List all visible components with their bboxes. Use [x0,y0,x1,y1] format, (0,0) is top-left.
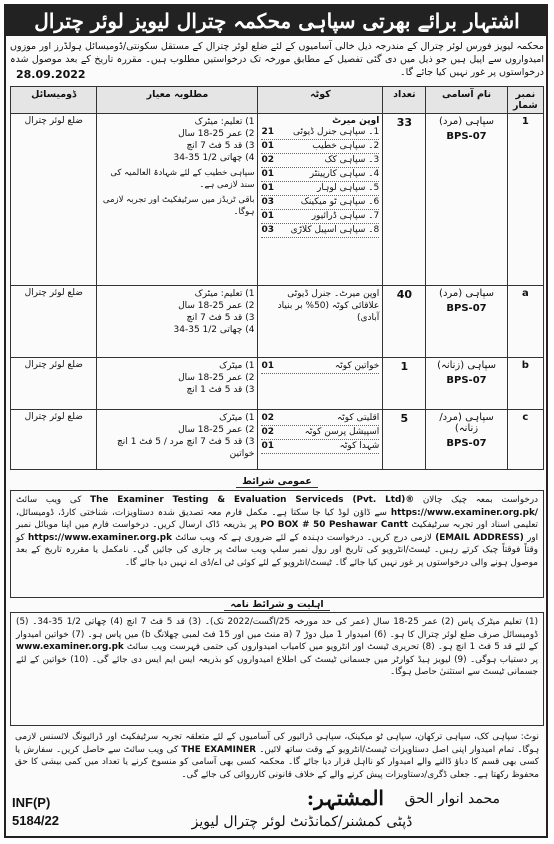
examiner-website-link-2[interactable]: https://www.examiner.org.pk [28,532,172,543]
quota-line: 8۔ سپاہی اسپیل کلاڑی 03 [261,224,379,238]
po-box-address: PO BOX # 50 Peshawar Cantt [260,520,408,531]
intro-text: محکمہ لیویز فورس لوئر چترال کے مندرجہ ذیل خالی آسامیوں کے لئے ضلع لوئر چترال کے مستقل سکونتی/ڈومیسائل ہولڈرز اور موزوں امیدواروں سے اپیل ہیں جو ذیل میں دی گئی تفصیل کے مطابق مورخہ [10,41,544,65]
criteria-note: سپاہی خطیب کے لئے شہادۃ العالمیہ کی سند لازمی ہے۔ [110,168,255,190]
criteria-cell [97,410,258,470]
criteria-line: 3) قد 5 فٹ 7 انچ مرد / 5 فٹ 1 انچ خواتین [117,437,255,459]
count-cell: 5 [383,410,426,470]
count-cell: 33 [383,114,426,286]
general-text: پر بذریعہ ڈاک ارسال کریں۔ درخواست فارم میں اپنا موبائل نمبر اور [16,520,539,543]
notice-paragraph [10,728,544,782]
criteria-line: 2) عمر 25-18 سال [178,129,255,139]
quota-line: 4۔ سپاہی کارپینٹر 01 [261,168,379,182]
criteria-line: 4) چھاتی 1/2 35-34 [173,325,255,335]
general-conditions-box [10,490,544,598]
domicile-cell: ضلع لوئر چترال [11,286,97,358]
post-cell [426,286,507,358]
domicile-cell: ضلع لوئر چترال [11,410,97,470]
notice-text: نوٹ: سپاہی کک، سپاہی ترکھان، سپاہی ٹو میکینک، سپاہی ڈرائیور کی آسامیوں کے لئے متعلقہ تجربہ سرٹیفکیٹ اور ڈرائیونگ لائسنس لازمی ہوگا۔ تمام امیدوار اپنی اصل دستاویزات ٹیسٹ/انٹرویو کے وقت ساتھ لائیں۔ [15,732,540,755]
criteria-line: 4) چھاتی 1/2 35-34 [173,153,255,163]
eligibility-heading: اہلیت و شرائط نامہ [0,599,554,610]
header-serial: نمبر شمار [507,87,543,114]
quota-line: 2۔ سپاہی خطیب 01 [261,140,379,154]
post-cell [426,410,507,470]
table-row [11,358,544,410]
inf-label: INF(P) [12,795,51,810]
serial-cell: c [507,410,543,470]
quota-line: خواتین کوٹہ 01 [261,360,379,374]
bps-scale: BPS-07 [446,303,487,314]
eligibility-tail: پر دستیاب ہوگی۔ (9) لیویز ہیڈ کوارٹر میں جسمانی ٹیسٹ کی اطلاع امیدواروں کو بذریعہ ایس ایم ایس دی جائے گی۔ (10) خواتین کے لئے جسمانی ٹیسٹ سے استثنیٰ حاصل ہوگا۔ [16,654,538,678]
post-name: سپاہی (مرد) [439,288,494,299]
criteria-line: 3) قد 5 فٹ 1 انچ [186,385,255,395]
table-row [11,410,544,470]
quota-line: شہدا کوٹہ 01 [261,440,379,454]
criteria-line: 1) میٹرک [219,413,255,423]
count-cell: 1 [383,358,426,410]
header-count: تعداد [383,87,426,114]
quota-line: اسپیشل پرسن کوٹہ 02 [261,426,379,440]
criteria-line: 2) عمر 25-18 سال [178,425,255,435]
criteria-line: 3) قد 5 فٹ 7 انچ [186,313,255,323]
general-text: کو وقتاً فوقتاً چیک کرتے رہیں۔ ٹیسٹ/انٹرویو کی تاریخ اور رول نمبر سلپ ویب سائٹ پر جاری کی جائیں گی۔ نامکمل یا مقررہ تاریخ کے بعد موصول ہونے والی درخواستوں پر غور نہیں کیا جائے گا۔ ٹیسٹ/انٹرویو کے لئے کوئی ٹی اے/ڈی اے نہیں دیا جائے گا۔ [16,532,538,568]
inf-number: 5184/22 [12,813,59,828]
general-conditions-heading: عمومی شرائط [0,476,554,487]
posts-table [10,86,544,470]
bps-scale: BPS-07 [446,438,487,449]
serial-cell: 1 [507,114,543,286]
count-cell: 40 [383,286,426,358]
quota-cell [258,358,383,410]
criteria-line: 3) قد 5 فٹ 7 انچ [186,141,255,151]
quota-cell [258,286,383,358]
advertiser-designation: ڈپٹی کمشنر/کمانڈنٹ لوئر چترال لیویز [191,814,413,830]
quota-line: اقلیتی کوٹہ 02 [261,412,379,426]
table-header-row [11,87,544,114]
post-name: سپاہی (مرد) [439,116,494,127]
bps-scale: BPS-07 [446,131,487,142]
eligibility-text: (1) تعلیم میٹرک پاس (2) عمر 25-18 سال (عمر کی حد مورخہ 25/اگست/2022 تک)۔ (3) قد 5 فٹ 7 انچ (4) چھاتی 1/2 35-34۔ (5) ڈومیسائل صرف ضلع لوئر چترال کا ہو۔ (6) امیدوار 1 میل دوڑ a) 7 منٹ میں اور 15 فٹ لمبی چھلانگ b) میں پاس ہو۔ (7) خواتین امیدوار کے لئے قد 5 فٹ 1 انچ ہو۔ (8) تحریری ٹیسٹ اور انٹرویو میں کامیاب امیدواروں کی حتمی فہرست ویب سائٹ [16,617,539,653]
header-domicile: ڈومیسائل [11,87,97,114]
examiner-website-link[interactable]: https://www.examiner.org.pk/ [390,507,539,518]
table-row [11,114,544,286]
intro-paragraph [10,40,544,79]
criteria-line: 1) تعلیم: میٹرک [194,289,255,299]
general-text: سے ڈاؤن لوڈ کیا جا سکتا ہے۔ مکمل فارم معہ تصدیق شدہ دستاویزات، شناختی کارڈ، ڈومیسائل، تعلیمی اسناد اور تجربہ سرٹیفکیٹ [16,507,538,531]
criteria-line: 1) میٹرک [219,361,255,371]
criteria-line: 1) تعلیم: میٹرک [194,117,255,127]
post-cell [426,358,507,410]
quota-cell [258,410,383,470]
quota-line: 6۔ سپاہی ٹو میکینک 03 [261,196,379,210]
deadline-date: 28.09.2022 [16,68,86,81]
serial-cell: a [507,286,543,358]
post-cell [426,114,507,286]
header-post: نام آسامی [426,87,507,114]
general-text: لازمی درج کریں۔ درخواست دہندہ کے لئے ضروری ہے کہ ویب سائٹ [175,532,432,543]
eligibility-website-link[interactable]: www.examiner.org.pk [16,642,124,653]
bps-scale: BPS-07 [446,375,487,386]
criteria-note: باقی ٹریڈز میں سرٹیفکیٹ اور تجربہ لازمی ہوگا۔ [102,195,255,217]
post-name: سپاہی (زنانہ) [437,360,496,371]
intro-tail: تک درخواستیں مطلوب ہیں۔ مقررہ تاریخ کے بعد موصول شدہ درخواستوں پر غور نہیں کیا جائے گا۔ [10,54,544,78]
criteria-cell [97,114,258,286]
domicile-cell: ضلع لوئر چترال [11,358,97,410]
general-text: کی ویب سائٹ [16,495,82,505]
advertiser-name: محمد انوار الحق [404,791,500,807]
quota-cell [258,114,383,286]
quota-title: اوپن میرٹ۔ جنرل ڈیوٹی علاقائی کوٹہ (50% بر بنیاد آبادی) [277,289,380,323]
table-row [11,286,544,358]
quota-title: اوپن میرٹ [332,116,380,126]
criteria-line: 2) عمر 25-18 سال [178,301,255,311]
examiner-org-name: The Examiner Testing & Evaluation Serviceds (Pvt. Ltd)® [90,495,415,505]
inf-reference [12,794,59,830]
advertiser-label: المشتہر: [306,786,384,810]
examiner-brand: THE EXAMINER [181,744,256,755]
quota-line: 7۔ سپاہی ڈرائیور 01 [261,210,379,224]
criteria-cell [97,286,258,358]
post-name: سپاہی (مرد/زنانہ) [439,412,494,434]
serial-cell: b [507,358,543,410]
email-label: (EMAIL ADDRESS) [435,532,524,543]
quota-line: 5۔ سپاہی لوہار 01 [261,182,379,196]
header-criteria: مطلوبہ معیار [97,87,258,114]
notice-text: کی ویب سائٹ سے حاصل کریں۔ سفارش یا کسی بھی قسم کا دباؤ ڈالنے والے امیدوار کو نااہل قرار دیا جائے گا۔ محکمہ کسی بھی آسامی کو منسوخ کرنے یا تعداد میں کمی بیشی کا حق محفوظ رکھتا ہے۔ جعلی ڈگری/دستاویزات پیش کرنے والے کے خلاف قانونی کارروائی کی جائے گی۔ [15,744,539,780]
quota-line: 1۔ سپاہی جنرل ڈیوٹی 21 [261,126,379,140]
domicile-cell: ضلع لوئر چترال [11,114,97,286]
general-text: درخواست بمعہ چیک چالان [422,495,539,505]
eligibility-box [10,612,544,726]
page-title: اشتہار برائے بھرتی سپاہی محکمہ چترال لیویز لوئر چترال [6,6,548,36]
criteria-cell [97,358,258,410]
header-quota: کوٹہ [258,87,383,114]
criteria-line: 2) عمر 25-18 سال [178,373,255,383]
quota-line: 3۔ سپاہی کک 02 [261,154,379,168]
